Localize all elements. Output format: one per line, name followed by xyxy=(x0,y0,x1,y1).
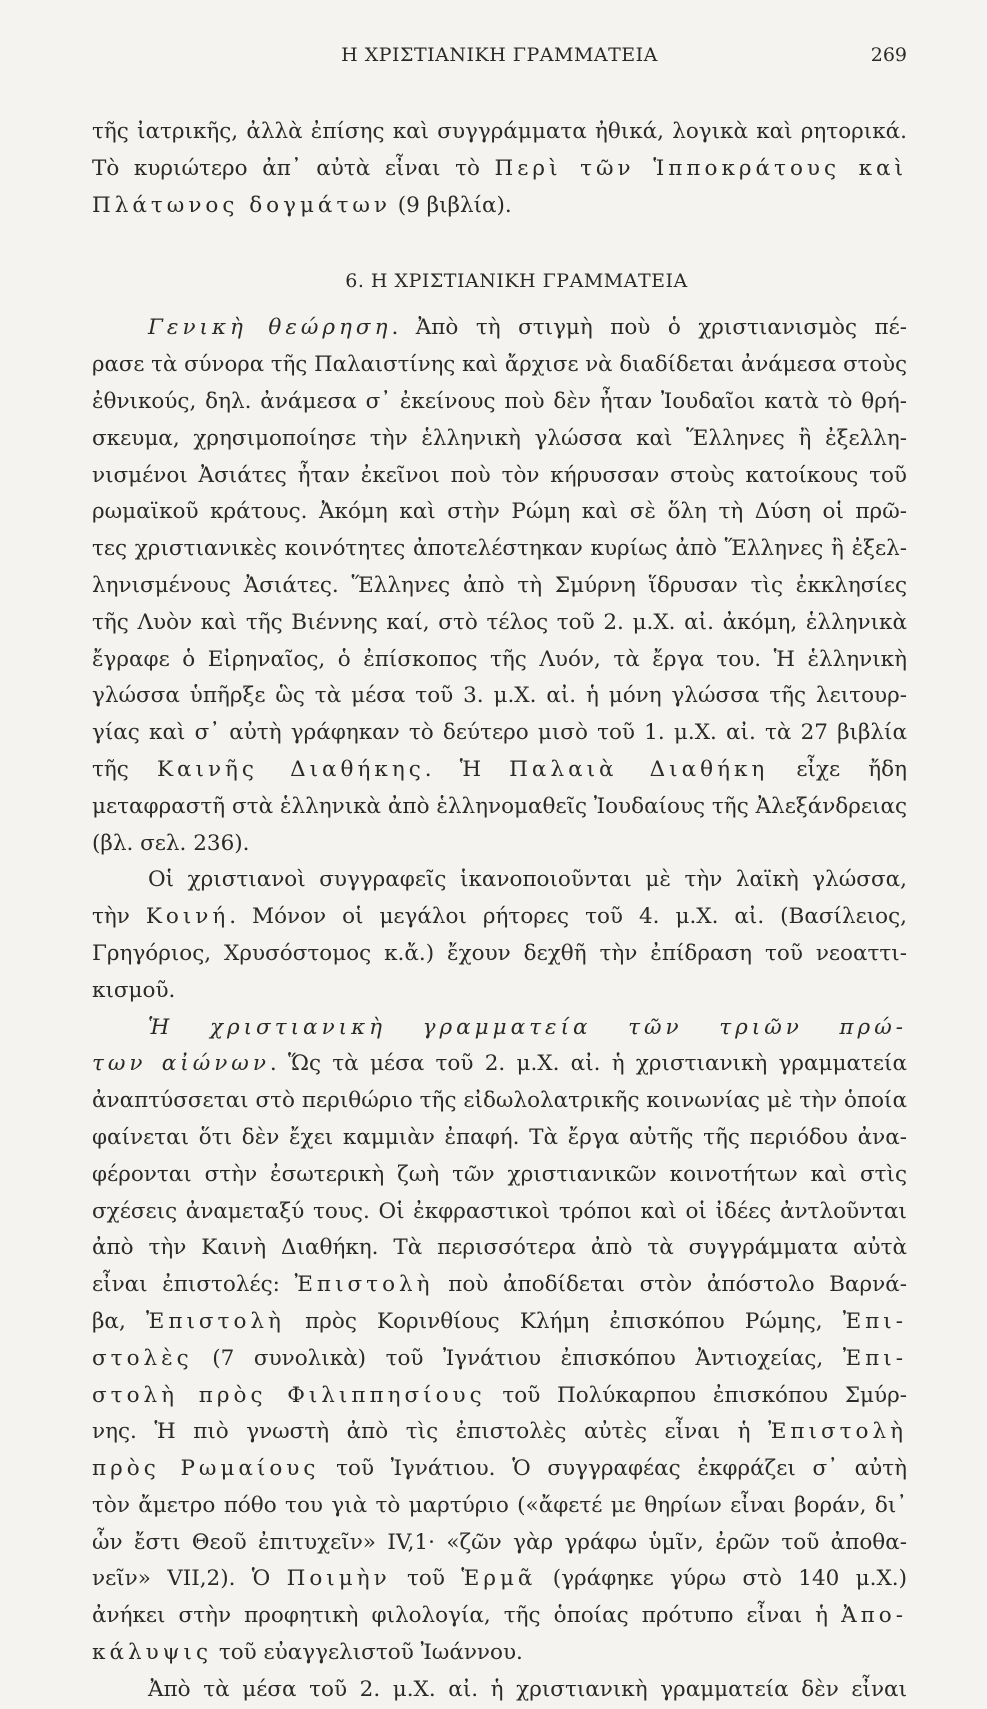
text-line xyxy=(92,1341,907,1378)
spaced-title: Ἀπο- xyxy=(841,1603,907,1629)
paragraph-language xyxy=(92,862,907,1009)
spaced-title: Παλαιὰ Διαθήκη xyxy=(509,756,769,782)
paragraph-three-centuries xyxy=(92,1010,907,1672)
text-line: νισμένοι Ἀσιάτες ἦταν ἐκεῖνοι ποὺ τὸν κήρυσσαν στοὺς κατοίκους τοῦ xyxy=(92,462,907,488)
running-head: Η ΧΡΙΣΤΙΑΝΙΚΗ ΓΡΑΜΜΑΤΕΙΑ xyxy=(341,44,658,66)
spaced-title: Ποιμὴν xyxy=(286,1566,391,1592)
spaced-title: Ἑρμᾶ xyxy=(461,1566,537,1592)
spaced-title: Ἐπιστολὴ xyxy=(768,1419,907,1445)
text-line: μεταφραστῆ στὰ ἑλληνικὰ ἀπὸ ἑλληνομαθεῖς Ἰουδαίους τῆς Ἀλεξάνδρειας xyxy=(92,793,907,819)
text-span: ἀνήκει στὴν προφητικὴ φιλολογία, τῆς ὁποίας πρότυπο εἶναι ἡ xyxy=(92,1603,842,1629)
page-body xyxy=(92,114,907,1709)
text-line: Οἱ χριστιανοὶ συγγραφεῖς ἱκανοποιοῦνται μὲ τὴν λαϊκὴ γλώσσα, xyxy=(148,867,907,893)
page-number: 269 xyxy=(870,44,907,66)
text-line: Ἀπὸ τὰ μέσα τοῦ 2. μ.Χ. αἰ. ἡ χριστιανικὴ γραμματεία δὲν εἶναι xyxy=(148,1676,907,1702)
text-line xyxy=(92,1451,907,1488)
text-line: ἐθνικούς, δηλ. ἀνάμεσα σ᾽ ἐκείνους ποὺ δὲν ἦταν Ἰουδαῖοι κατὰ τὸ θρή- xyxy=(92,388,907,414)
text-span: πρὸς Κορινθίους Κλήμη ἐπισκόπου Ρώμης, xyxy=(284,1308,843,1334)
text-span: τοῦ Ἰγνάτιου. Ὁ συγγραφέας ἐκφράζει σ᾽ αὐτὴ xyxy=(319,1456,907,1482)
text-line xyxy=(92,1267,907,1304)
text-span: τῆς xyxy=(92,756,157,782)
paragraph-heading: Ἡ χριστιανικὴ γραμματεία τῶν τριῶν πρώ- xyxy=(148,1014,907,1040)
spaced-title: στολὲς xyxy=(92,1345,193,1371)
text-line xyxy=(92,899,907,936)
text-line: τὸν ἄμετρο πόθο του γιὰ τὸ μαρτύριο («ἄφετέ με θηρίων εἶναι βοράν, δι᾽ xyxy=(92,1492,907,1518)
text-line: ρασε τὰ σύνορα τῆς Παλαιστίνης καὶ ἄρχισε νὰ διαδίδεται ἀνάμεσα στοὺς xyxy=(92,352,907,378)
text-line xyxy=(92,1598,907,1635)
text-line: (βλ. σελ. 236). xyxy=(92,830,250,856)
text-line xyxy=(92,1561,907,1598)
text-line xyxy=(92,151,907,188)
spaced-title: κάλυψις xyxy=(92,1640,212,1666)
spaced-title: Καινῆς Διαθήκης xyxy=(156,756,425,782)
text-line xyxy=(92,752,907,789)
text-line xyxy=(92,1046,907,1083)
text-span: . Ἀπὸ τὴ στιγμὴ ποὺ ὁ χριστιανισμὸς πέ- xyxy=(391,315,907,341)
text-span: νεῖν» VII,2). Ὁ xyxy=(92,1566,287,1592)
text-span: τοῦ xyxy=(390,1566,462,1592)
spaced-title: Ἐπιστολὴ xyxy=(145,1308,285,1334)
text-span: τοῦ εὐαγγελιστοῦ Ἰωάννου. xyxy=(211,1640,523,1666)
spaced-title: Κοινή xyxy=(145,904,230,930)
text-line: φέρονται στὴν ἐσωτερικὴ ζωὴ τῶν χριστιανικῶν κοινοτήτων καὶ στὶς xyxy=(92,1161,907,1187)
text-span: τοῦ Πολύκαρπου ἐπισκόπου Σμύρ- xyxy=(485,1382,907,1408)
text-span: (γράφηκε γύρω στὸ 140 μ.Χ.) xyxy=(536,1566,908,1592)
text-line: ἀναπτύσσεται στὸ περιθώριο τῆς εἰδωλολατρικῆς κοινωνίας μὲ τὴν ὁποία xyxy=(92,1088,907,1114)
section-heading: 6. Η ΧΡΙΣΤΙΑΝΙΚΗ ΓΡΑΜΜΑΤΕΙΑ xyxy=(345,270,688,293)
text-line: ρωμαϊκοῦ κράτους. Ἀκόμη καὶ στὴν Ρώμη καὶ σὲ ὅλη τὴ Δύση οἱ πρῶ- xyxy=(92,499,907,525)
paragraph-heading: Γενικὴ θεώρηση xyxy=(148,315,392,341)
paragraph-heading: των αἰώνων xyxy=(92,1051,270,1077)
text-line: τῆς Λυὸν καὶ τῆς Βιέννης καί, στὸ τέλος τοῦ 2. μ.Χ. αἰ. ἀκόμη, ἑλληνικὰ xyxy=(92,609,907,635)
text-span: τὴν xyxy=(92,904,146,930)
text-line xyxy=(92,1304,907,1341)
text-line: σχέσεις ἀναμεταξύ τους. Οἱ ἐκφραστικοὶ τρόποι καὶ οἱ ἰδέες ἀντλοῦνται xyxy=(92,1198,907,1224)
text-span: νης. Ἡ πιὸ γνωστὴ ἀπὸ τὶς ἐπιστολὲς αὐτὲς εἶναι ἡ xyxy=(92,1419,769,1445)
text-span: βα, xyxy=(92,1308,146,1334)
spaced-title: Πλάτωνος δογμάτων xyxy=(92,192,391,218)
spaced-title: Ἐπιστολὴ xyxy=(294,1272,434,1298)
text-span: . Ἡ xyxy=(424,756,510,782)
text-line xyxy=(92,1414,907,1451)
text-line: τες χριστιανικὲς κοινότητες ἀποτελέστηκαν κυρίως ἀπὸ Ἕλληνες ἢ ἐξελ- xyxy=(92,536,907,562)
text-span: Τὸ κυριώτερο ἀπ᾽ αὐτὰ εἶναι τὸ xyxy=(92,155,495,181)
text-line xyxy=(92,310,907,347)
spaced-title: Περὶ τῶν Ἱπποκράτους καὶ xyxy=(494,155,908,181)
text-span: . Μόνον οἱ μεγάλοι ρήτορες τοῦ 4. μ.Χ. αἰ. (Βασίλειος, xyxy=(229,904,907,930)
text-line: γλώσσα ὑπῆρξε ὣς τὰ μέσα τοῦ 3. μ.Χ. αἰ. ἡ μόνη γλώσσα τῆς λειτουρ- xyxy=(92,683,907,709)
text-span: (9 βιβλία). xyxy=(390,192,512,218)
text-line: γίας καὶ σ᾽ αὐτὴ γράφηκαν τὸ δεύτερο μισὸ τοῦ 1. μ.Χ. αἰ. τὰ 27 βιβλία xyxy=(92,720,907,746)
text-line: ἔγραφε ὁ Εἰρηναῖος, ὁ ἐπίσκοπος τῆς Λυόν, τὰ ἔργα του. Ἡ ἑλληνικὴ xyxy=(92,646,907,672)
text-line: φαίνεται ὅτι δὲν ἔχει καμμιὰν ἐπαφή. Τὰ ἔργα αὐτῆς τῆς περιόδου ἀνα- xyxy=(92,1124,907,1150)
text-line: Γρηγόριος, Χρυσόστομος κ.ἄ.) ἔχουν δεχθῆ τὴν ἐπίδραση τοῦ νεοαττι- xyxy=(92,940,907,966)
spaced-title: Ἐπι- xyxy=(842,1308,907,1334)
text-span: ποὺ ἀποδίδεται στὸν ἀπόστολο Βαρνά- xyxy=(433,1272,907,1298)
text-span: . Ὥς τὰ μέσα τοῦ 2. μ.Χ. αἰ. ἡ χριστιανικὴ γραμματεία xyxy=(269,1051,908,1077)
text-line xyxy=(92,1378,907,1415)
text-line: σκευμα, χρησιμοποίησε τὴν ἑλληνικὴ γλώσσα καὶ Ἕλληνες ἢ ἐξελλη- xyxy=(92,425,907,451)
text-line xyxy=(92,1635,907,1672)
text-line: τῆς ἰατρικῆς, ἀλλὰ ἐπίσης καὶ συγγράμματα ἠθικά, λογικὰ καὶ ρητορικά. xyxy=(92,119,907,144)
text-line: ἀπὸ τὴν Καινὴ Διαθήκη. Τὰ περισσότερα ἀπὸ τὰ συγγράμματα αὐτὰ xyxy=(92,1235,907,1261)
text-line xyxy=(92,1010,907,1047)
spaced-title: στολὴ πρὸς Φιλιππησίους xyxy=(92,1382,486,1408)
text-span: εἶναι ἐπιστολές: xyxy=(92,1272,295,1298)
text-span: (7 συνολικὰ) τοῦ Ἰγνάτιου ἐπισκόπου Ἀντιοχείας, xyxy=(192,1345,843,1371)
spaced-title: Ἐπι- xyxy=(842,1345,907,1371)
spaced-title: πρὸς Ρωμαίους xyxy=(92,1456,320,1482)
text-line: ὧν ἔστι Θεοῦ ἐπιτυχεῖν» IV,1· «ζῶν γὰρ γράφω ὑμῖν, ἐρῶν τοῦ ἀποθα- xyxy=(92,1529,907,1555)
text-line xyxy=(92,188,907,225)
paragraph-general-view xyxy=(92,310,907,862)
paragraph-continuation xyxy=(92,1672,907,1709)
text-line: κισμοῦ. xyxy=(92,977,176,1003)
intro-paragraph xyxy=(92,114,907,224)
page-header xyxy=(92,44,907,72)
text-line: ληνισμένους Ἀσιάτες. Ἕλληνες ἀπὸ τὴ Σμύρνη ἵδρυσαν τὶς ἐκκλησίες xyxy=(92,572,907,598)
text-span: εἶχε ἤδη xyxy=(768,756,907,782)
